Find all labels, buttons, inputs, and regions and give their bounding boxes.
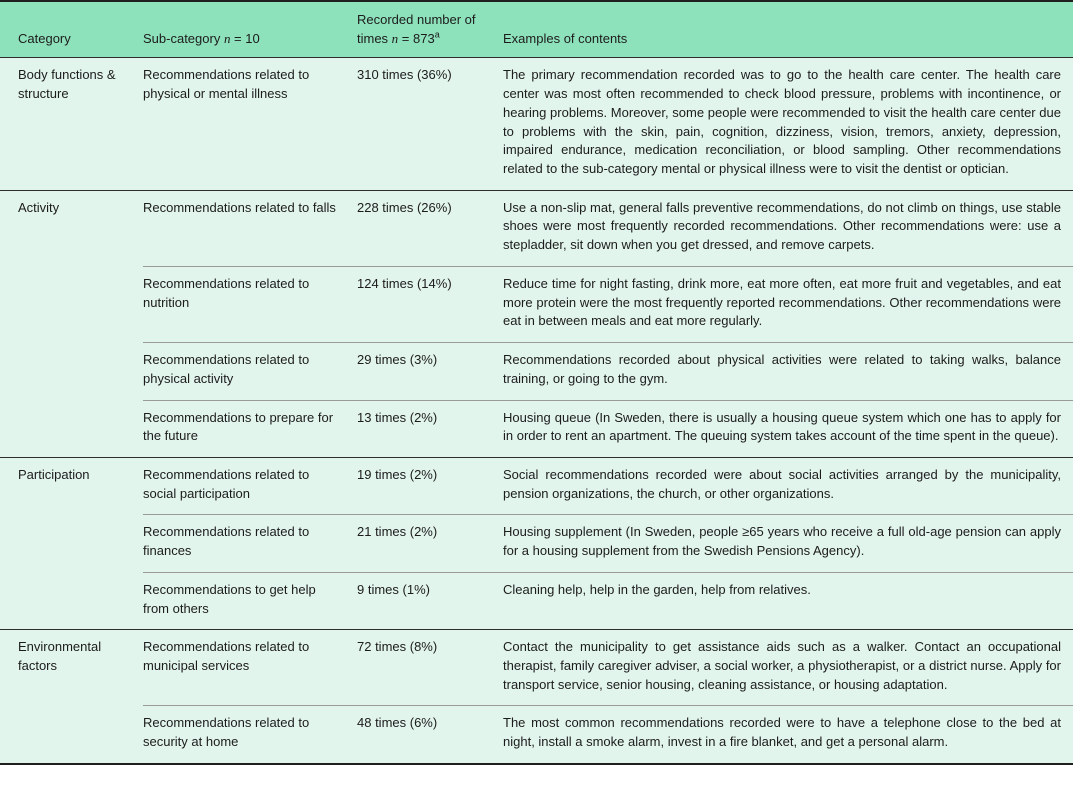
subcategory-cell: Recommendations related to nutrition xyxy=(143,266,357,342)
examples-cell: Use a non-slip mat, general falls preventive recommendations, do not climb on things, use stable shoes were most frequently recorded recommendations. Other recommendations were: use a stepladder, sit down when you get dressed, and remove carpets. xyxy=(503,190,1073,266)
category-cell: Environmental factors xyxy=(0,630,143,764)
header-recorded-number xyxy=(357,1,503,58)
examples-cell: Housing queue (In Sweden, there is usually a housing queue system which one has to apply for in order to rent an apartment. The queuing system takes account of the time spent in the queue). xyxy=(503,400,1073,457)
examples-cell: Recommendations recorded about physical activities were related to taking walks, balance training, or going to the gym. xyxy=(503,343,1073,400)
subcategory-cell: Recommendations to get help from others xyxy=(143,572,357,629)
subcategory-cell: Recommendations related to physical or mental illness xyxy=(143,58,357,190)
count-cell: 72 times (8%) xyxy=(357,630,503,706)
header-subcategory xyxy=(143,1,357,58)
count-cell: 19 times (2%) xyxy=(357,457,503,514)
header-subcategory-value: = 10 xyxy=(230,30,260,46)
group-environmental-factors xyxy=(0,630,1073,764)
group-activity xyxy=(0,190,1073,457)
group-participation xyxy=(0,457,1073,629)
examples-cell: Reduce time for night fasting, drink more, eat more often, eat more fruit and vegetables, and eat more protein were the most frequently reported recommendations. Other recommendations were eat in between meals and eat more regularly. xyxy=(503,266,1073,342)
count-cell: 29 times (3%) xyxy=(357,343,503,400)
examples-cell: Housing supplement (In Sweden, people ≥65 years who receive a full old-age pension can apply for a housing supplement from the Swedish Pensions Agency). xyxy=(503,515,1073,572)
table-row xyxy=(0,266,1073,342)
category-cell: Activity xyxy=(0,190,143,457)
examples-cell: Contact the municipality to get assistance aids such as a walker. Contact an occupational therapist, family caregiver adviser, a social worker, a physiotherapist, or a district nurse. Apply for transport service, senior housing, cleaning assistance, or housing adaptation. xyxy=(503,630,1073,706)
header-examples-label: Examples of contents xyxy=(503,30,628,46)
count-cell: 9 times (1%) xyxy=(357,572,503,629)
subcategory-cell: Recommendations related to falls xyxy=(143,190,357,266)
category-cell: Participation xyxy=(0,457,143,629)
table-row xyxy=(0,515,1073,572)
header-recorded-value: = 873 xyxy=(398,30,435,46)
header-category-label: Category xyxy=(18,30,71,46)
table-row xyxy=(0,190,1073,266)
table-row xyxy=(0,400,1073,457)
header-recorded-n: n xyxy=(391,30,399,46)
table-row xyxy=(0,630,1073,706)
count-cell: 228 times (26%) xyxy=(357,190,503,266)
subcategory-cell: Recommendations related to finances xyxy=(143,515,357,572)
subcategory-cell: Recommendations related to security at home xyxy=(143,706,357,764)
group-body-functions xyxy=(0,58,1073,190)
count-cell: 310 times (36%) xyxy=(357,58,503,190)
table-row xyxy=(0,572,1073,629)
table-header xyxy=(0,1,1073,58)
examples-cell: Cleaning help, help in the garden, help from relatives. xyxy=(503,572,1073,629)
count-cell: 124 times (14%) xyxy=(357,266,503,342)
header-category xyxy=(0,1,143,58)
header-recorded-label: Recorded number of times xyxy=(357,12,476,46)
count-cell: 48 times (6%) xyxy=(357,706,503,764)
header-subcategory-label: Sub-category xyxy=(143,30,224,46)
header-footnote-marker: a xyxy=(434,29,440,40)
header-subcategory-n: n xyxy=(223,30,231,46)
examples-cell: The primary recommendation recorded was to go to the health care center. The health care center was most often recommended to check blood pressure, problems with incontinence, or hearing problems. Moreover, some people were recommended to visit the health care center due to problems with the skin, pain, cognition, dizziness, vision, tremors, anxiety, depression, impaired endurance, medication reconciliation, or blood sampling. Other recommendations related to the sub-category mental or physical illness were to visit the dentist or optician. xyxy=(503,58,1073,190)
category-cell: Body functions & structure xyxy=(0,58,143,190)
subcategory-cell: Recommendations related to social participation xyxy=(143,457,357,514)
examples-cell: Social recommendations recorded were about social activities arranged by the municipality, pension organizations, the church, or other organizations. xyxy=(503,457,1073,514)
subcategory-cell: Recommendations related to physical activity xyxy=(143,343,357,400)
table-row xyxy=(0,457,1073,514)
count-cell: 13 times (2%) xyxy=(357,400,503,457)
header-examples xyxy=(503,1,1073,58)
examples-cell: The most common recommendations recorded were to have a telephone close to the bed at night, install a smoke alarm, invest in a fire blanket, and get a personal alarm. xyxy=(503,706,1073,764)
table-row xyxy=(0,706,1073,764)
subcategory-cell: Recommendations to prepare for the future xyxy=(143,400,357,457)
subcategory-cell: Recommendations related to municipal services xyxy=(143,630,357,706)
table-row xyxy=(0,58,1073,190)
count-cell: 21 times (2%) xyxy=(357,515,503,572)
table-row xyxy=(0,343,1073,400)
